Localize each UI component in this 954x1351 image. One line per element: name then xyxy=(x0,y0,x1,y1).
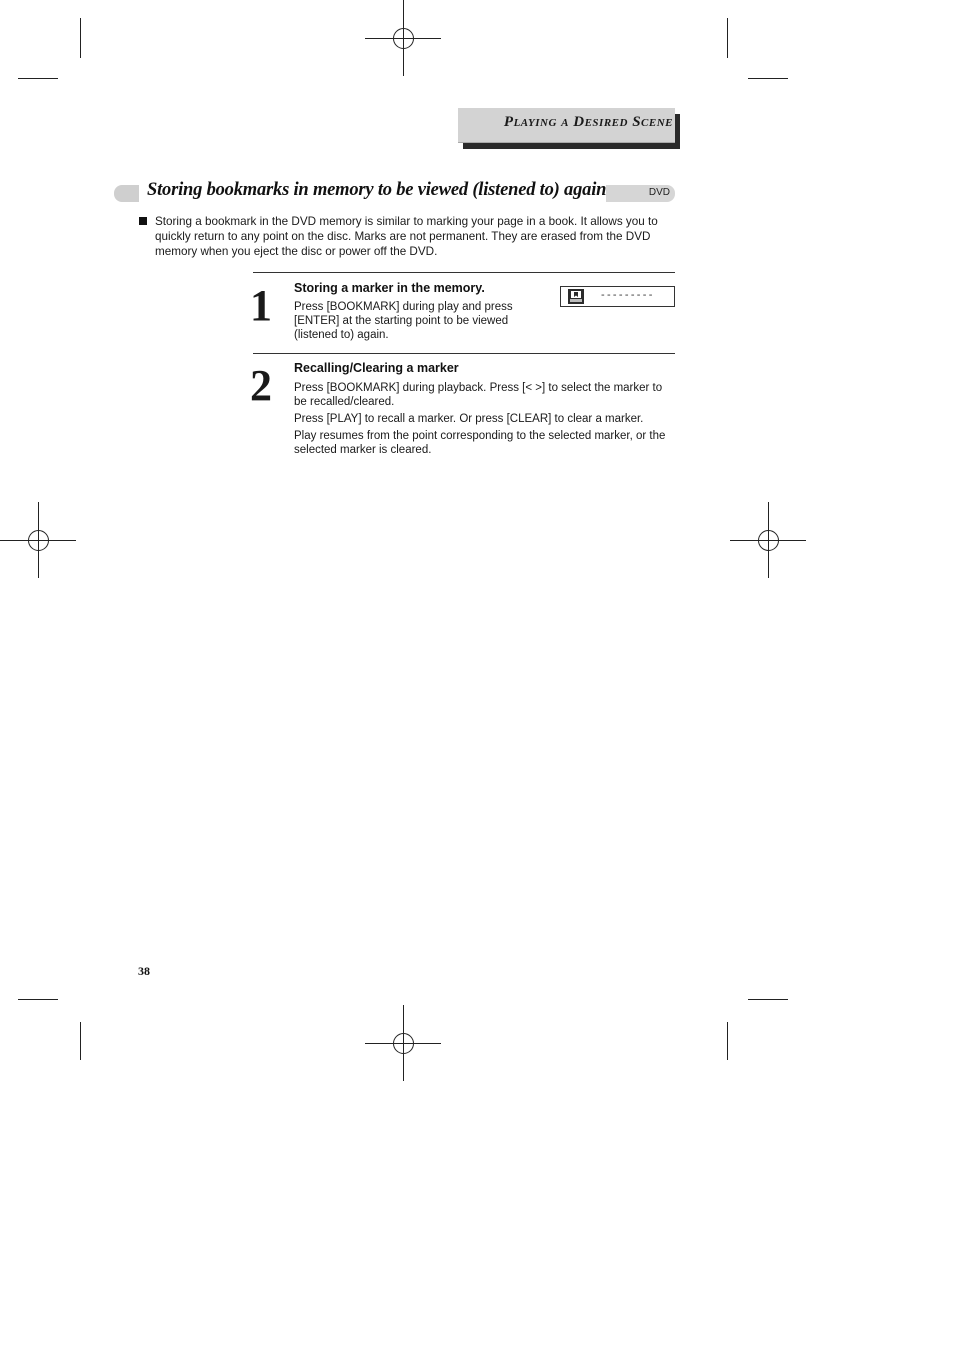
crop-mark xyxy=(80,18,81,58)
dvd-badge xyxy=(606,185,675,202)
bookmark-icon xyxy=(568,289,584,304)
dvd-badge-label: DVD xyxy=(648,187,670,198)
step-body xyxy=(294,381,674,460)
crop-mark xyxy=(748,78,788,79)
registration-mark xyxy=(730,502,806,578)
step-text: Press [PLAY] to recall a marker. Or press [CLEAR] to clear a marker. xyxy=(294,413,644,425)
step-text: Play resumes from the point corresponding to the selected marker, or the selected marker is cleared. xyxy=(294,430,666,456)
section-header: Playing a Desired Scene xyxy=(503,114,673,130)
step-heading: Recalling/Clearing a marker xyxy=(294,361,459,375)
intro-paragraph: Storing a bookmark in the DVD memory is similar to marking your page in a book. It allows you to quickly return to any point on the disc. Marks are not permanent. They are erased from the DVD memory when you eject the disc or power off the DVD. xyxy=(155,215,658,258)
bullet-square-icon xyxy=(139,217,147,225)
crop-mark xyxy=(727,18,728,58)
crop-mark xyxy=(18,78,58,79)
step-heading: Storing a marker in the memory. xyxy=(294,281,485,295)
step-divider xyxy=(253,353,675,354)
crop-mark xyxy=(80,1022,81,1060)
crop-mark xyxy=(727,1022,728,1060)
step-text: Press [BOOKMARK] during playback. Press [< >] to select the marker to be recalled/cleared. xyxy=(294,382,663,408)
bookmark-osd-display xyxy=(560,286,675,307)
step-number: 2 xyxy=(250,361,272,410)
registration-mark xyxy=(0,502,76,578)
step-text: Press [BOOKMARK] during play and press [ENTER] at the starting point to be viewed (listened to) again. xyxy=(294,301,513,341)
header-tab xyxy=(458,108,675,143)
registration-mark xyxy=(365,1005,441,1081)
title-marker xyxy=(114,185,139,202)
bookmark-slots: --------- xyxy=(601,289,655,301)
step-divider xyxy=(253,272,675,273)
crop-mark xyxy=(18,999,58,1000)
page-number: 38 xyxy=(138,964,150,978)
section-title: Storing bookmarks in memory to be viewed (listened to) again xyxy=(147,180,607,200)
step-number: 1 xyxy=(250,281,272,330)
crop-mark xyxy=(748,999,788,1000)
step-body xyxy=(294,300,529,345)
registration-mark xyxy=(365,0,441,76)
